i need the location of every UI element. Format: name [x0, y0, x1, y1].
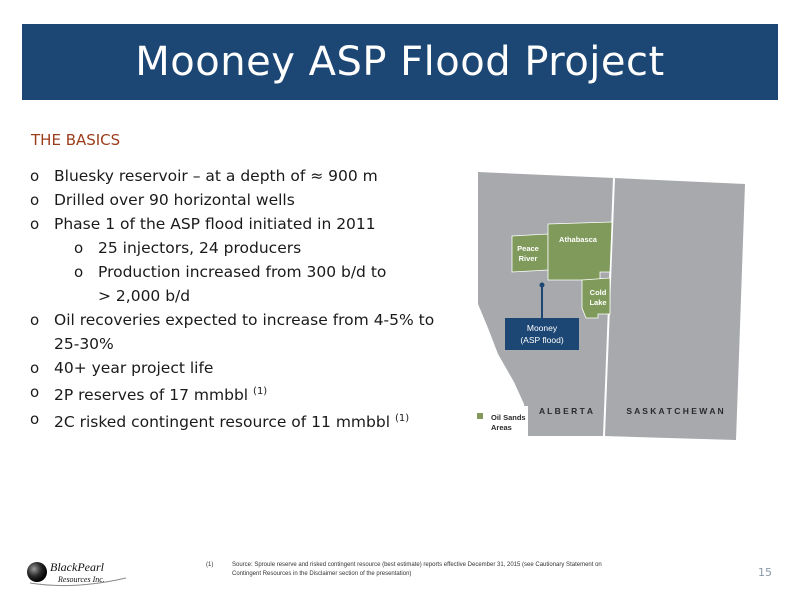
- bullet-text: 40+ year project life: [54, 359, 214, 377]
- footnote-text: Source: Sproule reserve and risked contingent resource (best estimate) reports effective December 31, 2015 (see Cautionary Statement on Contingent Resources in the Disclaimer section of the presentation): [232, 562, 602, 577]
- legend-label: Oil Sands: [491, 413, 526, 422]
- bullet-item: [30, 164, 450, 188]
- logo-subtitle: Resources Inc.: [58, 575, 105, 584]
- footnote: [206, 561, 626, 579]
- bullet-item: [30, 380, 450, 407]
- bullet-item: [30, 407, 450, 434]
- alberta-saskatchewan-map: [468, 168, 746, 440]
- page-number: 15: [758, 566, 772, 579]
- mooney-location-dot: [540, 283, 545, 288]
- legend-swatch: [477, 413, 483, 419]
- bullet-item: [30, 212, 450, 236]
- athabasca-area: [548, 222, 612, 280]
- bullet-item: [30, 356, 450, 380]
- slide-title: Mooney ASP Flood Project: [135, 39, 665, 85]
- peace-river-label: River: [518, 254, 538, 263]
- footnote-ref: (1): [394, 413, 410, 425]
- bullet-text: 25 injectors, 24 producers: [98, 239, 302, 257]
- bullet-marker: o: [30, 410, 40, 429]
- bullet-marker: o: [74, 263, 84, 281]
- bullet-text: 2P reserves of 17 mmbbl: [54, 386, 249, 405]
- sub-bullet-item: [30, 236, 450, 260]
- bullet-item: [30, 188, 450, 212]
- bullet-text: Oil recoveries expected to increase from 4-5% to 25-30%: [54, 311, 435, 353]
- footnote-number: (1): [206, 562, 214, 568]
- legend-label: Areas: [491, 423, 512, 432]
- bullet-text: 2C risked contingent resource of 11 mmbbl: [54, 413, 390, 432]
- sub-bullet-item: [30, 260, 398, 308]
- bullet-list: [30, 164, 450, 434]
- footnote-ref: (1): [253, 386, 268, 397]
- blackpearl-logo: [24, 556, 136, 588]
- bullet-marker: o: [74, 239, 84, 257]
- bullet-text: Drilled over 90 horizontal wells: [54, 191, 295, 209]
- bullet-text: Production increased from 300 b/d to > 2,000 b/d: [98, 263, 387, 305]
- alberta-label: A L B E R T A: [539, 406, 593, 416]
- mooney-label: Mooney: [526, 323, 558, 333]
- title-bar: [22, 24, 778, 100]
- bullet-text: Bluesky reservoir – at a depth of ≈ 900 m: [54, 167, 378, 185]
- bullet-text: Phase 1 of the ASP flood initiated in 2011: [54, 215, 376, 233]
- section-heading: THE BASICS: [31, 131, 121, 149]
- cold-lake-label: Cold: [589, 288, 607, 297]
- saskatchewan-label: S A S K A T C H E W A N: [626, 406, 724, 416]
- pearl-icon: [27, 562, 47, 582]
- peace-river-area: [512, 234, 548, 272]
- bullet-marker: o: [30, 215, 40, 233]
- athabasca-label: Athabasca: [559, 235, 597, 244]
- mooney-label: (ASP flood): [520, 335, 564, 345]
- bullet-marker: o: [30, 383, 40, 401]
- bullet-marker: o: [30, 167, 40, 185]
- bullet-marker: o: [30, 359, 40, 377]
- saskatchewan-shape: [604, 178, 745, 440]
- bullet-marker: o: [30, 191, 40, 209]
- bullet-marker: o: [30, 311, 40, 329]
- cold-lake-label: Lake: [589, 298, 607, 307]
- logo-wordmark: BlackPearl: [50, 560, 104, 574]
- bullet-item: [30, 308, 444, 356]
- peace-river-label: Peace: [517, 244, 539, 253]
